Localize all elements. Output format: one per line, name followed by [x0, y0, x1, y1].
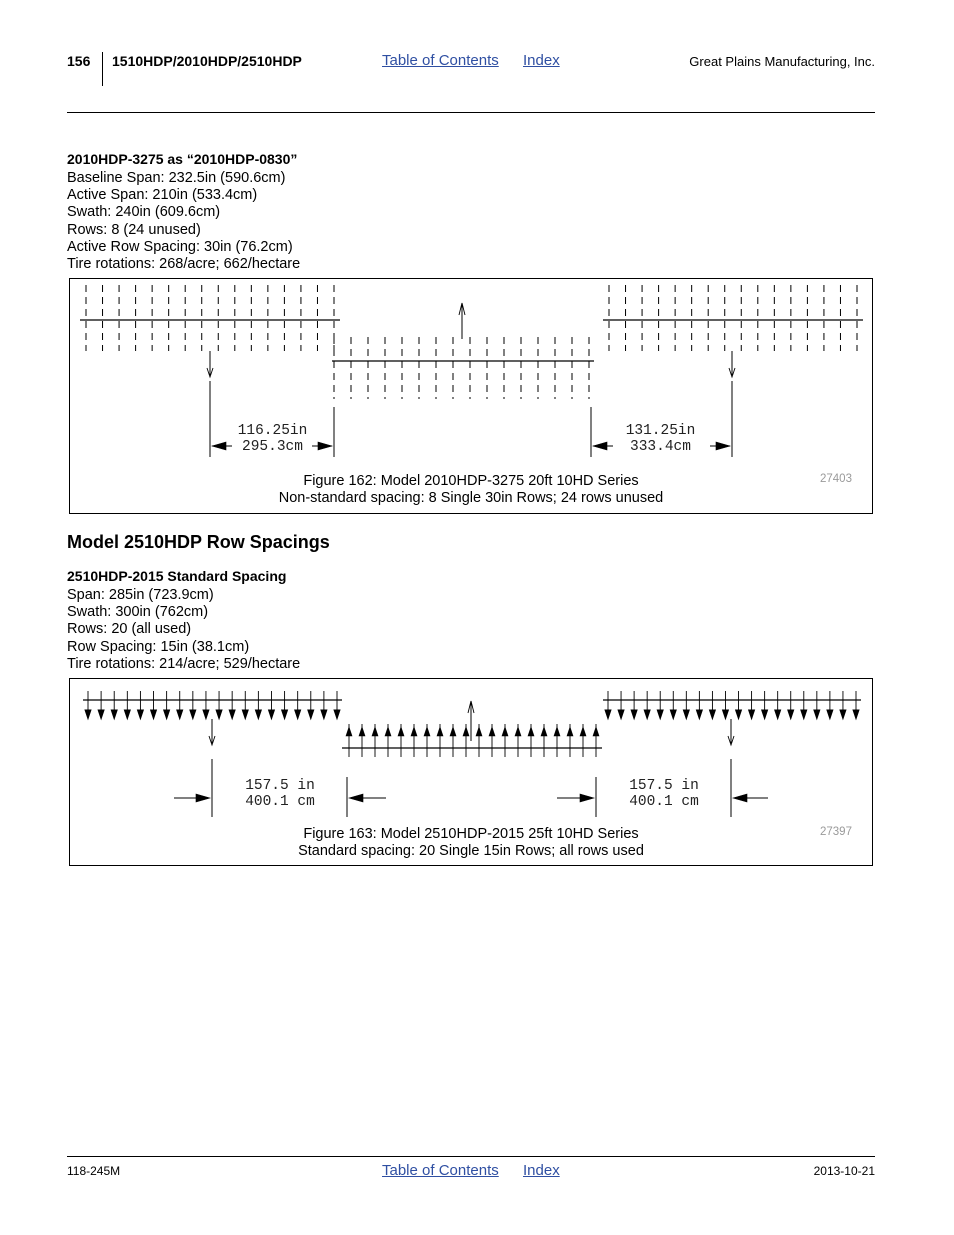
row-unit-arrow [334, 710, 340, 719]
row-unit-arrow [528, 727, 534, 736]
row-unit-arrow [190, 710, 196, 719]
row-unit-arrow [321, 710, 327, 719]
dimension-inches: 157.5 in [629, 778, 699, 794]
spec-line: Rows: 8 (24 unused) [67, 221, 201, 238]
row-unit-arrow [541, 727, 547, 736]
row-unit-arrow [177, 710, 183, 719]
row-unit-arrow [398, 727, 404, 736]
row-unit-arrow [593, 727, 599, 736]
row-unit-arrow [137, 710, 143, 719]
dimension-inches: 157.5 in [245, 778, 315, 794]
figure-162 [69, 278, 873, 514]
dimension-cm: 295.3cm [242, 438, 303, 455]
spec-line: Active Row Spacing: 30in (76.2cm) [67, 238, 293, 255]
header-company: Great Plains Manufacturing, Inc. [689, 54, 875, 69]
dimension-label-left [230, 779, 330, 810]
row-unit-arrow [346, 727, 352, 736]
row-unit-arrow [476, 727, 482, 736]
row-unit-arrow [762, 710, 768, 719]
row-unit-arrow [696, 710, 702, 719]
header-rule [67, 112, 875, 113]
footer-rule [67, 1156, 875, 1157]
header-index-link[interactable]: Index [523, 52, 560, 69]
spec-line: Swath: 300in (762cm) [67, 604, 209, 621]
row-unit-arrow [124, 710, 130, 719]
row-unit-arrow [411, 727, 417, 736]
header-divider [102, 52, 103, 86]
row-unit-arrow [554, 727, 560, 736]
figure-162-caption [70, 473, 872, 507]
row-unit-arrow [502, 727, 508, 736]
spec-line: Baseline Span: 232.5in (590.6cm) [67, 170, 286, 186]
row-unit-arrow [424, 727, 430, 736]
dimension-arrow [593, 442, 607, 450]
caption-line: Non-standard spacing: 8 Single 30in Rows; 24 rows unused [278, 490, 664, 506]
dimension-label-left [220, 424, 325, 455]
spec-line: Tire rotations: 214/acre; 529/hectare [67, 655, 301, 672]
dimension-inches: 116.25in [237, 423, 308, 439]
row-unit-arrow [255, 710, 261, 719]
footer-doc-number: 118-245M [67, 1164, 121, 1178]
row-unit-arrow [437, 727, 443, 736]
row-unit-arrow [295, 710, 301, 719]
row-unit-arrow [268, 710, 274, 719]
row-unit-arrow [788, 710, 794, 719]
row-unit-arrow [242, 710, 248, 719]
section2-heading: Model 2510HDP Row Spacings [67, 532, 330, 552]
footer-index-link[interactable]: Index [523, 1162, 560, 1179]
spec-line: Rows: 20 (all used) [67, 621, 192, 638]
footer-toc-link[interactable]: Table of Contents [382, 1162, 499, 1179]
row-unit-arrow [450, 727, 456, 736]
row-unit-arrow [722, 710, 728, 719]
row-unit-arrow [489, 727, 495, 736]
row-unit-arrow [618, 710, 624, 719]
row-unit-arrow [644, 710, 650, 719]
row-unit-arrow [814, 710, 820, 719]
figure-163-caption [70, 826, 872, 860]
dimension-cm: 400.1 cm [629, 793, 699, 810]
dimension-arrow [196, 794, 210, 802]
row-unit-arrow [670, 710, 676, 719]
spec-line: Tire rotations: 268/acre; 662/hectare [67, 256, 301, 273]
header-toc-link[interactable]: Table of Contents [382, 52, 499, 69]
figure-163 [69, 678, 873, 866]
figure-163-number: 27397 [820, 826, 852, 838]
dimension-arrow [349, 794, 363, 802]
caption-line: Figure 163: Model 2510HDP-2015 25ft 10HD Series [303, 826, 639, 842]
row-unit-arrow [683, 710, 689, 719]
spec-line: Row Spacing: 15in (38.1cm) [67, 638, 250, 655]
dimension-cm: 333.4cm [630, 438, 691, 455]
row-unit-arrow [736, 710, 742, 719]
row-unit-arrow [164, 710, 170, 719]
row-unit-arrow [631, 710, 637, 719]
row-unit-arrow [657, 710, 663, 719]
caption-line: Figure 162: Model 2010HDP-3275 20ft 10HD Series [303, 473, 639, 489]
dimension-label-right [614, 779, 714, 810]
row-unit-arrow [463, 727, 469, 736]
dimension-inches: 131.25in [625, 423, 696, 439]
row-unit-arrow [85, 710, 91, 719]
section2-specs [67, 587, 300, 673]
caption-line: Standard spacing: 20 Single 15in Rows; all rows used [298, 843, 644, 859]
row-unit-arrow [308, 710, 314, 719]
section1-title: 2010HDP-3275 as “2010HDP-0830” [67, 151, 298, 167]
section2-title: 2510HDP-2015 Standard Spacing [67, 568, 287, 584]
dimension-cm: 400.1 cm [245, 793, 315, 810]
spec-line: Active Span: 210in (533.4cm) [67, 187, 258, 204]
row-unit-arrow [840, 710, 846, 719]
dimension-arrow [716, 442, 730, 450]
dimension-arrow [733, 794, 747, 802]
page-number: 156 [67, 53, 91, 69]
row-unit-arrow [98, 710, 104, 719]
row-unit-arrow [515, 727, 521, 736]
row-unit-arrow [749, 710, 755, 719]
row-unit-arrow [372, 727, 378, 736]
row-unit-arrow [567, 727, 573, 736]
dimension-arrow [580, 794, 594, 802]
dimension-label-right [608, 424, 713, 455]
row-unit-arrow [359, 727, 365, 736]
row-unit-arrow [385, 727, 391, 736]
row-unit-arrow [605, 710, 611, 719]
row-unit-arrow [111, 710, 117, 719]
row-unit-arrow [775, 710, 781, 719]
footer-date: 2013-10-21 [813, 1164, 875, 1178]
row-unit-arrow [580, 727, 586, 736]
row-unit-arrow [853, 710, 859, 719]
spec-line: Swath: 240in (609.6cm) [67, 204, 221, 221]
row-unit-arrow [801, 710, 807, 719]
row-unit-arrow [827, 710, 833, 719]
row-unit-arrow [151, 710, 157, 719]
row-unit-arrow [229, 710, 235, 719]
section1-specs [67, 170, 300, 273]
row-unit-arrow [282, 710, 288, 719]
header-model: 1510HDP/2010HDP/2510HDP [112, 53, 302, 69]
figure-162-number: 27403 [820, 473, 852, 485]
row-unit-arrow [709, 710, 715, 719]
row-unit-arrow [216, 710, 222, 719]
row-unit-arrow [203, 710, 209, 719]
spec-line: Span: 285in (723.9cm) [67, 587, 214, 603]
